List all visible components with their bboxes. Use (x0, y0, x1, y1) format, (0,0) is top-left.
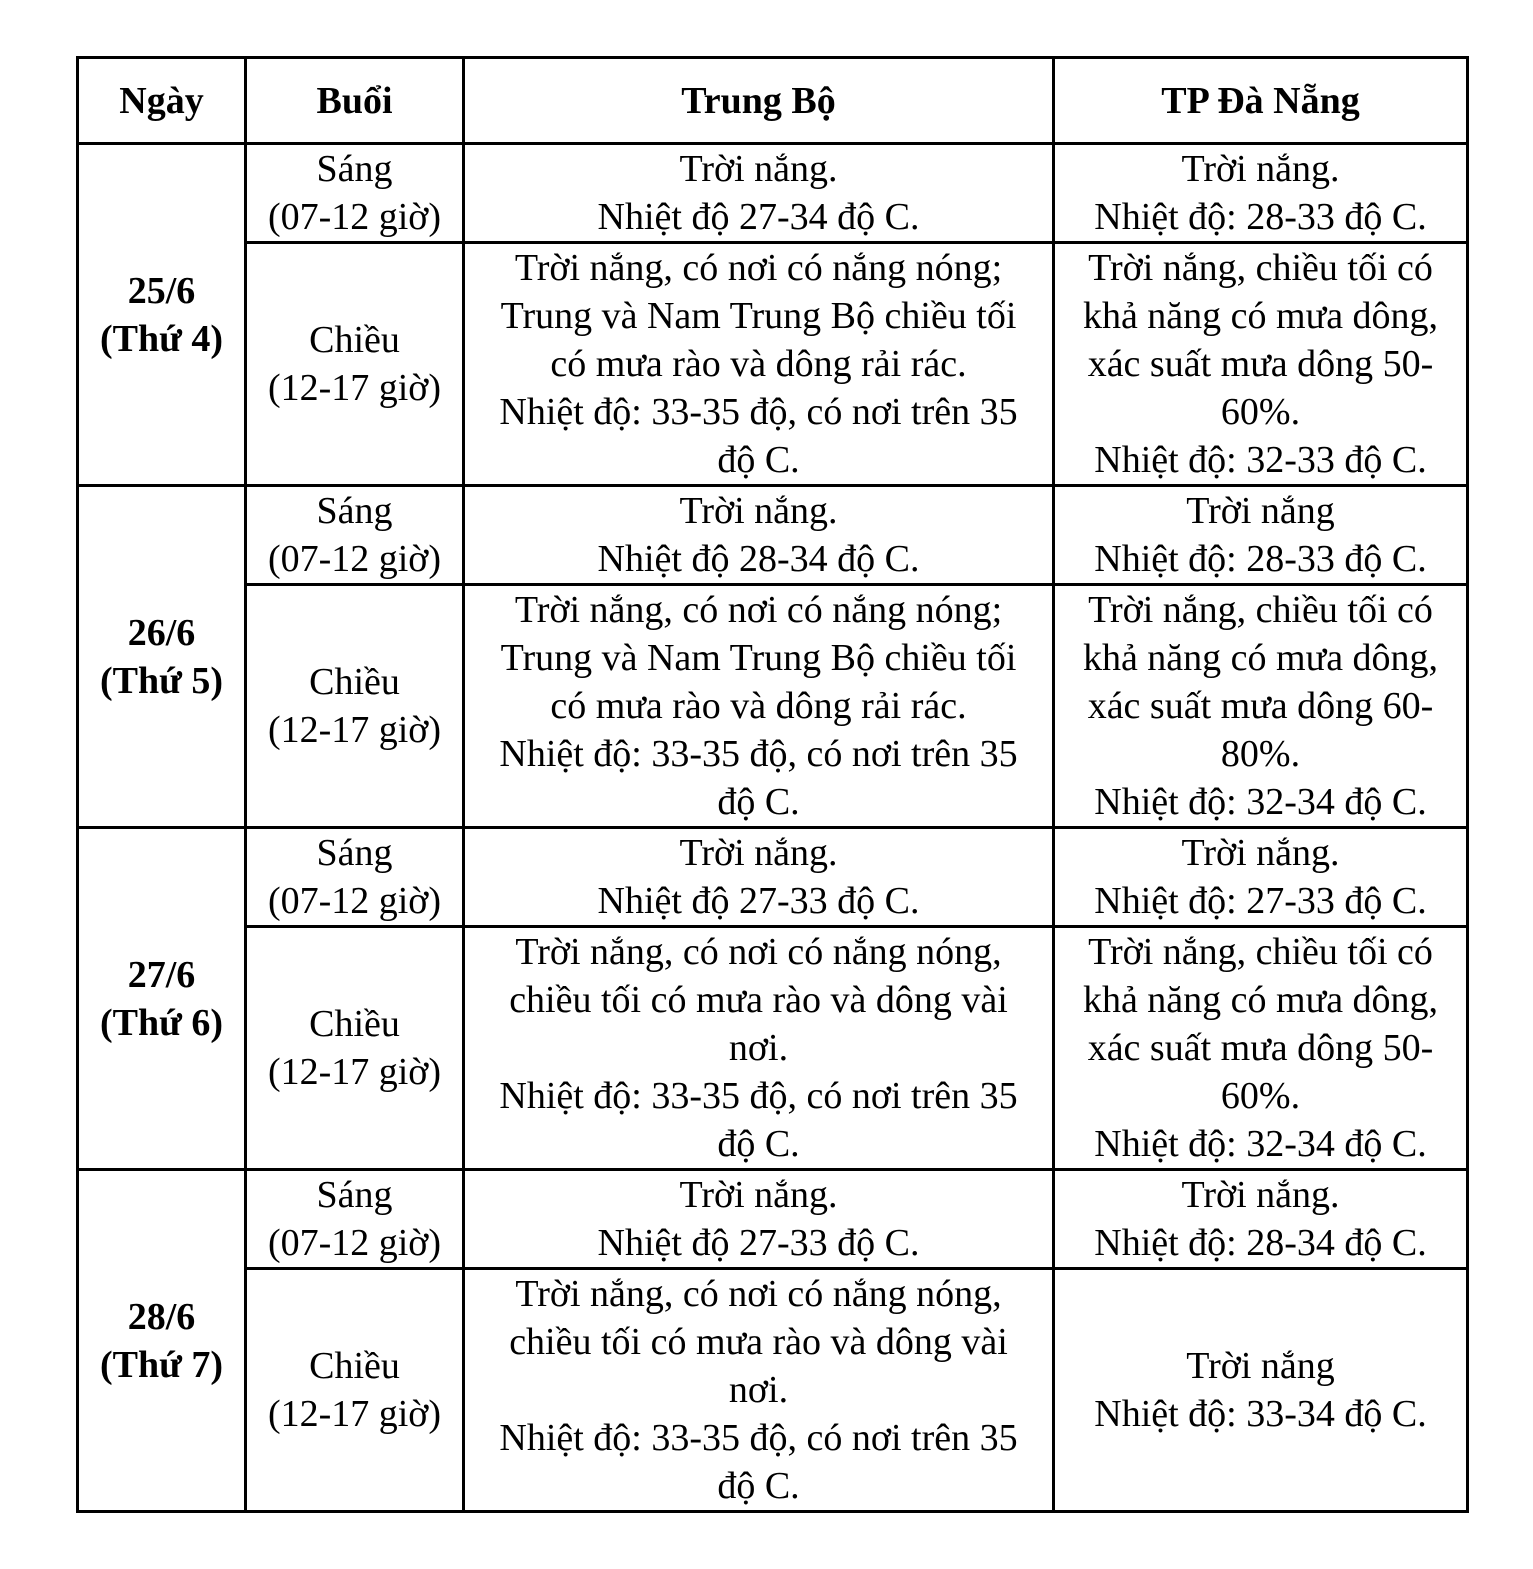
central-line: Nhiệt độ: 33-35 độ, có nơi trên 35 (499, 1417, 1018, 1459)
danang-line: Trời nắng (1186, 490, 1335, 532)
danang-line: xác suất mưa dông 60- (1087, 685, 1434, 727)
danang-line: xác suất mưa dông 50- (1087, 343, 1434, 385)
table-row-afternoon (78, 927, 1468, 1170)
session-name: Sáng (316, 1174, 393, 1216)
central-line: chiều tối có mưa rào và dông vài (509, 1321, 1008, 1363)
central-line: nơi. (728, 1027, 789, 1069)
danang-cell-morning (1054, 486, 1468, 585)
forecast-body (78, 144, 1468, 1512)
danang-line: Trời nắng. (1181, 832, 1340, 874)
table-row-morning (78, 1170, 1468, 1269)
danang-line: khả năng có mưa dông, (1082, 295, 1439, 337)
central-line: Nhiệt độ: 33-35 độ, có nơi trên 35 (499, 1075, 1018, 1117)
danang-cell-afternoon (1054, 1269, 1468, 1512)
day-date: 27/6 (127, 953, 196, 996)
central-cell-afternoon (464, 243, 1054, 486)
session-time: (07-12 giờ) (267, 880, 442, 922)
session-cell-afternoon (246, 927, 464, 1170)
day-cell (78, 486, 246, 828)
central-cell-afternoon (464, 585, 1054, 828)
weather-forecast-table (76, 56, 1469, 1513)
day-date: 28/6 (127, 1295, 196, 1338)
central-line: Nhiệt độ 27-34 độ C. (597, 196, 920, 238)
central-cell-morning (464, 1170, 1054, 1269)
danang-line: xác suất mưa dông 50- (1087, 1027, 1434, 1069)
session-name: Sáng (316, 148, 393, 190)
session-time: (07-12 giờ) (267, 538, 442, 580)
header-danang: TP Đà Nẵng (1054, 58, 1468, 144)
day-cell (78, 828, 246, 1170)
danang-line: 60%. (1220, 391, 1301, 433)
danang-cell-morning (1054, 144, 1468, 243)
central-line: nơi. (728, 1369, 789, 1411)
session-name: Chiều (309, 661, 400, 703)
central-line: chiều tối có mưa rào và dông vài (509, 979, 1008, 1021)
session-time: (12-17 giờ) (267, 1393, 442, 1435)
danang-line: Nhiệt độ: 32-33 độ C. (1094, 439, 1427, 481)
session-cell-morning (246, 828, 464, 927)
danang-line: Nhiệt độ: 28-33 độ C. (1094, 196, 1427, 238)
session-time: (12-17 giờ) (267, 1051, 442, 1093)
danang-line: 80%. (1220, 733, 1301, 775)
central-line: Trời nắng, có nơi có nắng nóng; (514, 247, 1003, 289)
danang-line: Trời nắng. (1181, 148, 1340, 190)
table-row-morning (78, 144, 1468, 243)
danang-line: Nhiệt độ: 27-33 độ C. (1094, 880, 1427, 922)
session-name: Sáng (316, 490, 393, 532)
session-time: (12-17 giờ) (267, 709, 442, 751)
danang-line: Trời nắng, chiều tối có (1088, 589, 1433, 631)
danang-line: Trời nắng (1186, 1345, 1335, 1387)
danang-cell-afternoon (1054, 585, 1468, 828)
central-line: có mưa rào và dông rải rác. (550, 343, 967, 385)
central-cell-morning (464, 144, 1054, 243)
table-row-morning (78, 486, 1468, 585)
central-line: độ C. (717, 1123, 800, 1165)
central-line: Trời nắng. (679, 490, 838, 532)
day-cell (78, 144, 246, 486)
central-line: Trung và Nam Trung Bộ chiều tối (500, 295, 1017, 337)
table-row-afternoon (78, 243, 1468, 486)
central-line: Trời nắng, có nơi có nắng nóng; (514, 589, 1003, 631)
danang-cell-afternoon (1054, 243, 1468, 486)
day-date: 26/6 (127, 611, 196, 654)
danang-cell-afternoon (1054, 927, 1468, 1170)
table-row-afternoon (78, 1269, 1468, 1512)
session-cell-morning (246, 144, 464, 243)
central-line: Trung và Nam Trung Bộ chiều tối (500, 637, 1017, 679)
central-cell-morning (464, 828, 1054, 927)
header-row (78, 58, 1468, 144)
session-name: Chiều (309, 319, 400, 361)
session-cell-afternoon (246, 1269, 464, 1512)
danang-line: 60%. (1220, 1075, 1301, 1117)
danang-line: Trời nắng, chiều tối có (1088, 247, 1433, 289)
central-line: độ C. (717, 781, 800, 823)
session-time: (07-12 giờ) (267, 1222, 442, 1264)
central-line: Trời nắng. (679, 148, 838, 190)
danang-line: Trời nắng. (1181, 1174, 1340, 1216)
central-line: Trời nắng, có nơi có nắng nóng, (515, 1273, 1002, 1315)
central-line: độ C. (717, 1465, 800, 1507)
session-time: (07-12 giờ) (267, 196, 442, 238)
day-weekday: (Thứ 5) (99, 659, 224, 702)
central-cell-afternoon (464, 927, 1054, 1170)
danang-line: Nhiệt độ: 28-33 độ C. (1094, 538, 1427, 580)
header-day: Ngày (78, 58, 246, 144)
danang-line: Trời nắng, chiều tối có (1088, 931, 1433, 973)
central-cell-afternoon (464, 1269, 1054, 1512)
danang-line: Nhiệt độ: 28-34 độ C. (1094, 1222, 1427, 1264)
table-row-morning (78, 828, 1468, 927)
day-date: 25/6 (127, 269, 196, 312)
central-line: Nhiệt độ: 33-35 độ, có nơi trên 35 (499, 391, 1018, 433)
session-time: (12-17 giờ) (267, 367, 442, 409)
central-line: Trời nắng. (679, 1174, 838, 1216)
central-line: Trời nắng, có nơi có nắng nóng, (515, 931, 1002, 973)
central-line: có mưa rào và dông rải rác. (550, 685, 967, 727)
central-line: Trời nắng. (679, 832, 838, 874)
header-central: Trung Bộ (464, 58, 1054, 144)
central-line: Nhiệt độ 27-33 độ C. (597, 880, 920, 922)
danang-line: Nhiệt độ: 32-34 độ C. (1094, 781, 1427, 823)
header-session: Buổi (246, 58, 464, 144)
danang-line: Nhiệt độ: 33-34 độ C. (1094, 1393, 1427, 1435)
central-line: Nhiệt độ 28-34 độ C. (597, 538, 920, 580)
central-cell-morning (464, 486, 1054, 585)
danang-line: khả năng có mưa dông, (1082, 637, 1439, 679)
danang-line: khả năng có mưa dông, (1082, 979, 1439, 1021)
table-row-afternoon (78, 585, 1468, 828)
central-line: Nhiệt độ: 33-35 độ, có nơi trên 35 (499, 733, 1018, 775)
danang-cell-morning (1054, 828, 1468, 927)
danang-cell-morning (1054, 1170, 1468, 1269)
session-cell-morning (246, 1170, 464, 1269)
central-line: độ C. (717, 439, 800, 481)
session-cell-afternoon (246, 585, 464, 828)
day-weekday: (Thứ 7) (99, 1343, 224, 1386)
day-cell (78, 1170, 246, 1512)
session-cell-morning (246, 486, 464, 585)
day-weekday: (Thứ 4) (99, 317, 224, 360)
central-line: Nhiệt độ 27-33 độ C. (597, 1222, 920, 1264)
day-weekday: (Thứ 6) (99, 1001, 224, 1044)
session-cell-afternoon (246, 243, 464, 486)
session-name: Chiều (309, 1003, 400, 1045)
session-name: Chiều (309, 1345, 400, 1387)
session-name: Sáng (316, 832, 393, 874)
danang-line: Nhiệt độ: 32-34 độ C. (1094, 1123, 1427, 1165)
